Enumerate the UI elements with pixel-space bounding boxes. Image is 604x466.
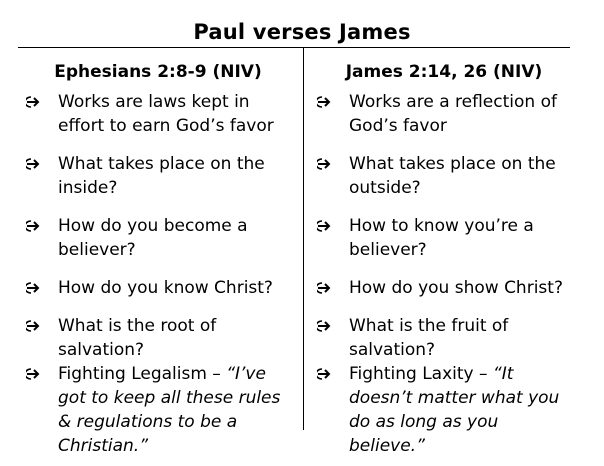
- list-item-text: How do you become a believer?: [58, 216, 248, 260]
- list-item-text: How to know you’re a believer?: [349, 216, 534, 260]
- list-item-text: Fighting Laxity –: [349, 364, 493, 384]
- circled-right-arrow-icon: [26, 314, 48, 332]
- list-item: [22, 276, 294, 300]
- circled-right-arrow-icon: [317, 90, 339, 108]
- list-item-text: What is the fruit of salvation?: [349, 316, 509, 360]
- circled-right-arrow-icon: [317, 314, 339, 332]
- list-item-text: What takes place on the outside?: [349, 154, 556, 198]
- list-item: [22, 152, 294, 200]
- list-item-text: What takes place on the inside?: [58, 154, 265, 198]
- list-item: [313, 214, 575, 262]
- list-item-text: How do you show Christ?: [349, 278, 563, 298]
- list-item-text: Works are laws kept in effort to earn God’s favor: [58, 92, 274, 136]
- title-rule: [18, 47, 570, 48]
- list-item: [313, 314, 575, 362]
- column-divider: [303, 47, 304, 430]
- list-item: [22, 214, 294, 262]
- circled-right-arrow-icon: [26, 152, 48, 170]
- circled-right-arrow-icon: [317, 152, 339, 170]
- circled-right-arrow-icon: [26, 362, 48, 380]
- circled-right-arrow-icon: [26, 90, 48, 108]
- slide-title: Paul verses James: [193, 20, 411, 44]
- list-item: [313, 362, 575, 458]
- list-item: [313, 90, 575, 138]
- list-item-quote: “It doesn’t matter what you do as long as you believe.”: [349, 364, 560, 456]
- list-item-text: What is the root of salvation?: [58, 316, 217, 360]
- list-item-text: How do you know Christ?: [58, 278, 273, 298]
- circled-right-arrow-icon: [317, 276, 339, 294]
- list-item: [313, 276, 575, 300]
- right-column-heading: James 2:14, 26 (NIV): [345, 62, 543, 82]
- left-column-heading: Ephesians 2:8-9 (NIV): [54, 62, 262, 82]
- right-column: [313, 58, 575, 458]
- circled-right-arrow-icon: [26, 214, 48, 232]
- list-item-text: Works are a reflection of God’s favor: [349, 92, 557, 136]
- circled-right-arrow-icon: [317, 362, 339, 380]
- list-item: [22, 362, 294, 458]
- list-item: [22, 90, 294, 138]
- left-column: [22, 58, 294, 458]
- list-item-quote: “I’ve got to keep all these rules & regulations to be a Christian.”: [58, 364, 281, 456]
- circled-right-arrow-icon: [26, 276, 48, 294]
- list-item: [313, 152, 575, 200]
- list-item-text: Fighting Legalism –: [58, 364, 227, 384]
- circled-right-arrow-icon: [317, 214, 339, 232]
- list-item: [22, 314, 294, 362]
